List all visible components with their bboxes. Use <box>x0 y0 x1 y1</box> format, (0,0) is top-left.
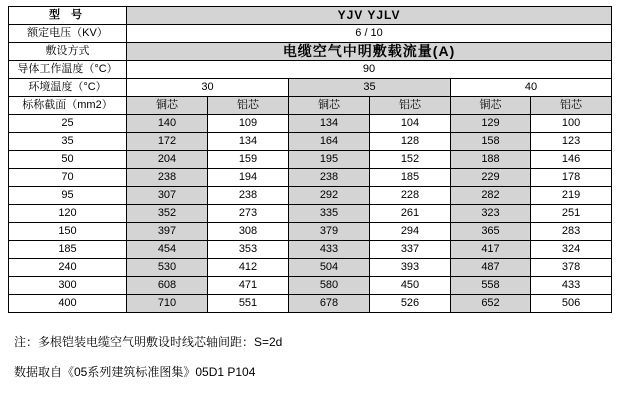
row-section: 35 <box>9 133 127 151</box>
row-value: 433 <box>531 277 612 295</box>
row-value: 710 <box>127 295 208 313</box>
row-value: 282 <box>451 187 531 205</box>
row-value: 365 <box>451 223 531 241</box>
core-header-0: 铜芯 <box>127 97 208 115</box>
row-value: 228 <box>370 187 451 205</box>
row-value: 412 <box>208 259 289 277</box>
row-section: 185 <box>9 241 127 259</box>
row-value: 393 <box>370 259 451 277</box>
row-value: 194 <box>208 169 289 187</box>
row-value: 417 <box>451 241 531 259</box>
table-row <box>9 241 612 259</box>
row-value: 109 <box>208 115 289 133</box>
conductor-temp-label: 导体工作温度（°C） <box>9 61 127 79</box>
ambient-temp-35: 35 <box>289 79 451 97</box>
ambient-temp-40: 40 <box>451 79 612 97</box>
row-section: 120 <box>9 205 127 223</box>
row-value: 551 <box>208 295 289 313</box>
row-value: 487 <box>451 259 531 277</box>
row-value: 506 <box>531 295 612 313</box>
row-value: 433 <box>289 241 370 259</box>
row-value: 450 <box>370 277 451 295</box>
row-value: 678 <box>289 295 370 313</box>
row-value: 308 <box>208 223 289 241</box>
row-value: 283 <box>531 223 612 241</box>
row-value: 134 <box>289 115 370 133</box>
row-value: 164 <box>289 133 370 151</box>
row-value: 238 <box>289 169 370 187</box>
row-section: 150 <box>9 223 127 241</box>
row-value: 337 <box>370 241 451 259</box>
row-value: 608 <box>127 277 208 295</box>
section-label: 标称截面（mm2） <box>9 97 127 115</box>
ambient-temp-label: 环境温度（°C） <box>9 79 127 97</box>
row-value: 397 <box>127 223 208 241</box>
row-value: 172 <box>127 133 208 151</box>
table-row-voltage <box>9 25 612 43</box>
table-row <box>9 223 612 241</box>
laying-method-label: 敷设方式 <box>9 43 127 61</box>
row-value: 530 <box>127 259 208 277</box>
note-source: 数据取自《05系列建筑标准图集》05D1 P104 <box>14 365 256 379</box>
type-value: YJV YJLV <box>127 7 612 25</box>
notes-block <box>8 327 611 387</box>
table-row <box>9 259 612 277</box>
row-value: 454 <box>127 241 208 259</box>
table-row <box>9 151 612 169</box>
row-value: 229 <box>451 169 531 187</box>
core-header-5: 铝芯 <box>531 97 612 115</box>
row-value: 261 <box>370 205 451 223</box>
row-value: 140 <box>127 115 208 133</box>
row-value: 134 <box>208 133 289 151</box>
core-header-1: 铝芯 <box>208 97 289 115</box>
row-value: 185 <box>370 169 451 187</box>
row-value: 238 <box>127 169 208 187</box>
row-value: 652 <box>451 295 531 313</box>
rated-voltage-label: 额定电压（KV） <box>9 25 127 43</box>
row-value: 204 <box>127 151 208 169</box>
conductor-temp-value: 90 <box>127 61 612 79</box>
row-section: 25 <box>9 115 127 133</box>
table-row-type <box>9 7 612 25</box>
row-value: 195 <box>289 151 370 169</box>
row-value: 324 <box>531 241 612 259</box>
core-header-3: 铝芯 <box>370 97 451 115</box>
row-section: 400 <box>9 295 127 313</box>
core-header-4: 铜芯 <box>451 97 531 115</box>
row-value: 123 <box>531 133 612 151</box>
row-section: 70 <box>9 169 127 187</box>
row-value: 129 <box>451 115 531 133</box>
row-section: 300 <box>9 277 127 295</box>
row-value: 219 <box>531 187 612 205</box>
row-value: 504 <box>289 259 370 277</box>
table-row <box>9 205 612 223</box>
core-header-2: 铜芯 <box>289 97 370 115</box>
row-value: 307 <box>127 187 208 205</box>
row-value: 294 <box>370 223 451 241</box>
table-row-core-headers <box>9 97 612 115</box>
row-value: 379 <box>289 223 370 241</box>
table-row <box>9 115 612 133</box>
row-value: 352 <box>127 205 208 223</box>
ambient-temp-30: 30 <box>127 79 289 97</box>
row-section: 240 <box>9 259 127 277</box>
table-row <box>9 277 612 295</box>
cable-ampacity-table <box>8 6 612 313</box>
row-section: 50 <box>9 151 127 169</box>
row-value: 292 <box>289 187 370 205</box>
row-value: 188 <box>451 151 531 169</box>
row-value: 152 <box>370 151 451 169</box>
table-row-ambient-temp <box>9 79 612 97</box>
row-value: 146 <box>531 151 612 169</box>
row-value: 580 <box>289 277 370 295</box>
note-spacing: 注：多根铠装电缆空气明敷设时线芯轴间距：S=2d <box>14 335 283 349</box>
row-value: 128 <box>370 133 451 151</box>
row-value: 100 <box>531 115 612 133</box>
row-section: 95 <box>9 187 127 205</box>
table-row-conductor-temp <box>9 61 612 79</box>
table-row <box>9 295 612 313</box>
table-row <box>9 133 612 151</box>
rated-voltage-value: 6 / 10 <box>127 25 612 43</box>
table-row-laying <box>9 43 612 61</box>
row-value: 335 <box>289 205 370 223</box>
table-title: 电缆空气中明敷载流量(A) <box>127 43 612 61</box>
row-value: 471 <box>208 277 289 295</box>
row-value: 178 <box>531 169 612 187</box>
row-value: 378 <box>531 259 612 277</box>
row-value: 251 <box>531 205 612 223</box>
row-value: 238 <box>208 187 289 205</box>
row-value: 104 <box>370 115 451 133</box>
table-row <box>9 187 612 205</box>
row-value: 273 <box>208 205 289 223</box>
row-value: 158 <box>451 133 531 151</box>
row-value: 526 <box>370 295 451 313</box>
table-row <box>9 169 612 187</box>
row-value: 558 <box>451 277 531 295</box>
type-label: 型 号 <box>9 7 127 25</box>
row-value: 159 <box>208 151 289 169</box>
row-value: 323 <box>451 205 531 223</box>
row-value: 353 <box>208 241 289 259</box>
